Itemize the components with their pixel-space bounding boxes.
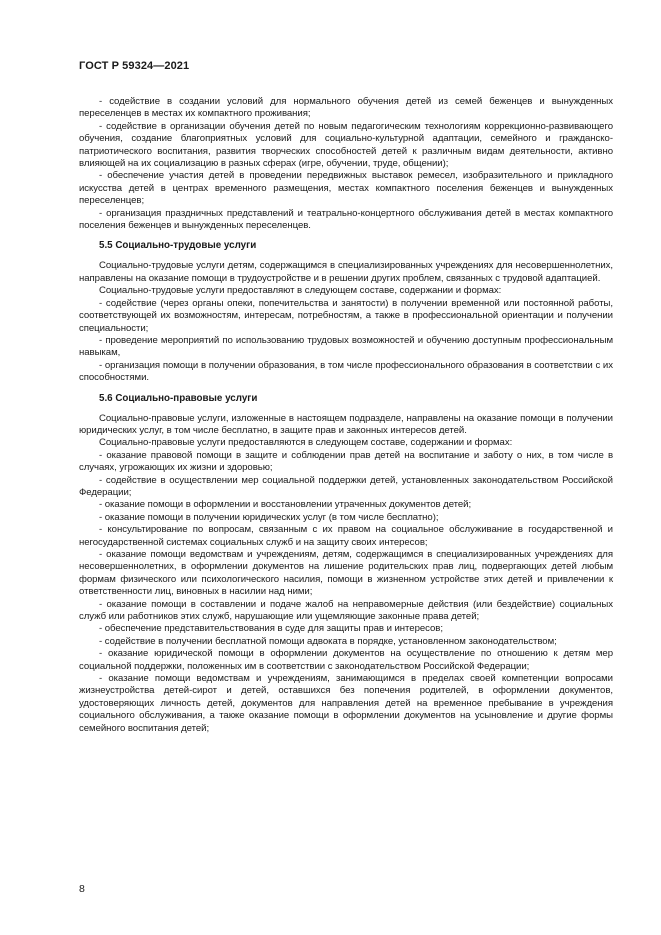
list-item: - оказание помощи в получении юридических услуг (в том числе бесплатно); <box>99 511 439 523</box>
paragraph: Социально-трудовые услуги детям, содержащимся в специализированных учреждениях для несовершеннолетних, направлены на оказание помощи в трудоустройстве и в решении других проблем, связанных с трудовой адаптацией. <box>79 260 613 284</box>
list-item: - оказание правовой помощи в защите и соблюдении прав детей на воспитание и заботу о них, в том числе в случаях, угрожающих их жизни и здоровью; <box>79 449 613 474</box>
list-item: - оказание помощи в составлении и подаче жалоб на неправомерные действия (или бездействие) социальных служб или работников этих служб, нарушающие или ущемляющие законные права детей; <box>79 598 613 623</box>
list-item: - обеспечение представительствования в суде для защиты прав и интересов; <box>99 623 443 635</box>
paragraph: Социально-правовые услуги, изложенные в настоящем подразделе, направлены на оказание помощи в получении юридических услуг, в том числе бесплатно, в защите прав и законных интересов детей. <box>79 412 613 436</box>
list-item: - консультирование по вопросам, связанным с их правом на социальное обслуживание в государственной и негосударственной системах социальных служб и на защиту своих интересов; <box>79 524 613 548</box>
page-content <box>79 96 613 735</box>
list-item: - организация праздничных представлений и театрально-концертного обслуживания детей в местах компактного поселения беженцев и вынужденных переселенцев. <box>79 207 613 232</box>
paragraph: Социально-трудовые услуги предоставляют в следующем составе, содержании и формах: <box>99 285 502 297</box>
paragraph: Социально-правовые услуги предоставляются в следующем составе, содержании и формах: <box>99 437 513 449</box>
list-item: - организация помощи в получении образования, в том числе профессионального образования в соответствии с их способностями. <box>79 359 613 384</box>
page-number: 8 <box>79 883 85 895</box>
list-item: - оказание помощи ведомствам и учреждениям, занимающимся в пределах своей компетенции вопросами жизнеустройства детей-сирот и детей, оставшихся без попечения родителей, в оформлении документов, удостоверяющих личность детей, документов для направления детей на временное пребывание в учреждения социального обслуживания, а также оказание помощи в оформлении документов на усыновление и другие формы семейного воспитания детей; <box>79 673 613 734</box>
list-item: - обеспечение участия детей в проведении передвижных выставок ремесел, изобразительного и прикладного искусства детей в центрах временного размещения, местах компактного поселения беженцев и вынужденных переселенцев; <box>79 170 613 207</box>
section-heading-5-5: 5.5 Социально-трудовые услуги <box>99 240 257 252</box>
list-item: - оказание помощи ведомствам и учреждениям, детям, содержащимся в специализированных учреждениях для несовершеннолетних, в оформлении документов на лишение родительских прав лиц, подвергающих детей любым формам физического или психологического насилия, помощи в жизненном устройстве этих детей и привлечении к ответственности лиц, виновных в насилии над ними; <box>79 549 613 598</box>
list-item: - оказание юридической помощи в оформлении документов на осуществление по отношению к детям мер социальной поддержки, положенных им в соответствии с законодательством Российской Федерации; <box>79 648 613 672</box>
list-item: - оказание помощи в оформлении и восстановлении утраченных документов детей; <box>99 499 472 511</box>
document-header: ГОСТ Р 59324—2021 <box>79 60 190 72</box>
list-item: - содействие (через органы опеки, попечительства и занятости) в получении временной или постоянной работы, соответствующей их возможностям, интересам, потребностям, а также в профессиональной ориентации и получении специальности; <box>79 297 613 334</box>
list-item: - содействие в осуществлении мер социальной поддержки детей, установленных законодательством Российской Федерации; <box>79 474 613 498</box>
section-heading-5-6: 5.6 Социально-правовые услуги <box>99 392 258 404</box>
list-item: - проведение мероприятий по использованию трудовых возможностей и обучению доступным профессиональным навыкам, <box>79 334 613 359</box>
list-item: - содействие в получении бесплатной помощи адвоката в порядке, установленном законодательством; <box>99 635 557 647</box>
list-item: - содействие в организации обучения детей по новым педагогическим технологиям коррекционно-развивающего обучения, создание благоприятных условий для социально-культурной адаптации, семейного и гражданско-патриотического воспитания, развития творческих способностей детей к различным видам деятельности, активно влияющей на их социализацию в разных сферах (игре, обучении, труде, общении); <box>79 120 613 170</box>
list-item: - содействие в создании условий для нормального обучения детей из семей беженцев и вынужденных переселенцев в местах их компактного проживания; <box>79 96 613 120</box>
